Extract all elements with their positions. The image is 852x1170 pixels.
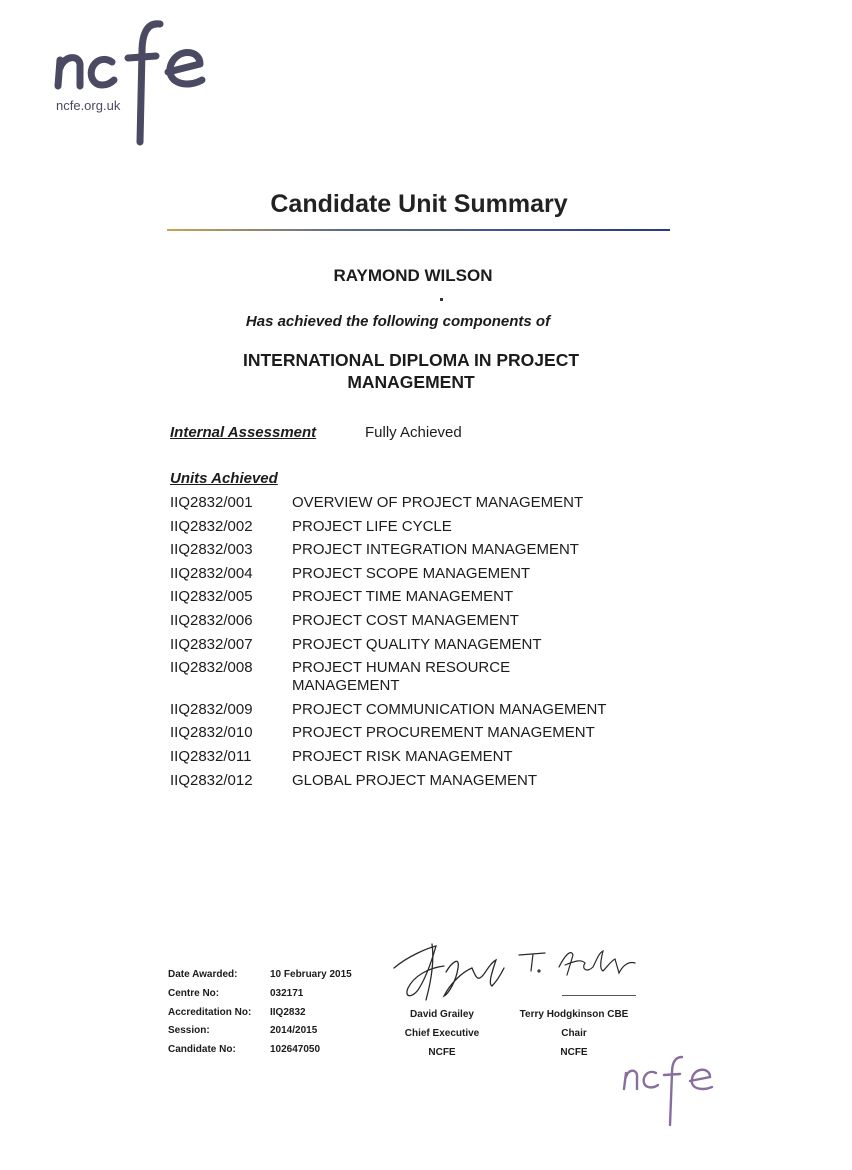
- unit-row: [170, 588, 670, 606]
- detail-row: [168, 988, 370, 1007]
- unit-row: [170, 659, 670, 695]
- internal-assessment-label: Internal Assessment: [170, 424, 317, 441]
- detail-label: Session:: [168, 1025, 210, 1037]
- detail-label: Date Awarded:: [168, 969, 238, 980]
- detail-value: 2014/2015: [270, 1025, 318, 1037]
- unit-row: [170, 565, 670, 583]
- unit-title: PROJECT QUALITY MANAGEMENT: [292, 635, 542, 653]
- signatory-name: Terry Hodgkinson CBE: [519, 1009, 629, 1020]
- signature-underline: [562, 995, 636, 996]
- detail-label: Candidate No:: [168, 1044, 236, 1056]
- unit-title: PROJECT TIME MANAGEMENT: [292, 588, 514, 606]
- ncfe-logo-mark: [50, 18, 220, 148]
- unit-code: IIQ2832/003: [170, 541, 253, 559]
- units-heading: Units Achieved: [170, 470, 278, 487]
- unit-code: IIQ2832/007: [170, 635, 253, 653]
- unit-title: PROJECT HUMAN RESOURCE MANAGEMENT: [292, 659, 511, 695]
- signatory-terry-hodgkinson: [510, 1006, 638, 1062]
- unit-title: PROJECT RISK MANAGEMENT: [292, 747, 513, 765]
- unit-row: [170, 541, 670, 559]
- unit-title: PROJECT COST MANAGEMENT: [292, 611, 519, 629]
- signatory-role: Chief Executive: [404, 1027, 480, 1039]
- unit-title: PROJECT LIFE CYCLE: [292, 517, 452, 535]
- signatory-org: NCFE: [560, 1046, 588, 1058]
- achieved-statement: Has achieved the following components of: [245, 313, 551, 330]
- unit-row: [170, 494, 670, 512]
- unit-code: IIQ2832/005: [170, 588, 253, 606]
- unit-row: [170, 724, 670, 742]
- unit-code: IIQ2832/011: [170, 747, 252, 765]
- detail-row: [168, 969, 370, 988]
- signatory-david-grailey: [392, 1006, 492, 1062]
- logo-url: ncfe.org.uk: [56, 98, 121, 113]
- decorative-dot: [440, 298, 443, 301]
- signatory-role: Chair: [561, 1027, 587, 1039]
- signature-david-grailey: [388, 938, 508, 1004]
- detail-label: Centre No:: [168, 987, 220, 999]
- qualification-title: INTERNATIONAL DIPLOMA IN PROJECT MANAGEMENT: [242, 350, 580, 392]
- signature-terry-hodgkinson: [515, 945, 640, 987]
- unit-code: IIQ2832/001: [170, 494, 253, 511]
- unit-code: IIQ2832/008: [170, 659, 253, 677]
- detail-value: 10 February 2015: [270, 969, 352, 980]
- detail-row: [168, 1007, 370, 1026]
- unit-code: IIQ2832/009: [170, 700, 253, 718]
- ncfe-stamp: [618, 1055, 718, 1130]
- document-title: Candidate Unit Summary: [270, 190, 568, 218]
- unit-title: OVERVIEW OF PROJECT MANAGEMENT: [292, 494, 584, 511]
- unit-row: [170, 636, 670, 654]
- unit-code: IIQ2832/002: [170, 517, 253, 535]
- unit-title: PROJECT INTEGRATION MANAGEMENT: [292, 541, 579, 559]
- unit-code: IIQ2832/004: [170, 564, 253, 582]
- unit-row: [170, 772, 670, 790]
- unit-row: [170, 748, 670, 766]
- unit-row: [170, 518, 670, 536]
- signatory-name: David Grailey: [410, 1009, 474, 1020]
- unit-row: [170, 701, 670, 719]
- unit-title: PROJECT PROCUREMENT MANAGEMENT: [292, 724, 595, 742]
- detail-value: 032171: [270, 987, 304, 999]
- candidate-name: RAYMOND WILSON: [333, 266, 493, 285]
- unit-row: [170, 612, 670, 630]
- detail-value: IIQ2832: [270, 1006, 306, 1018]
- internal-assessment-value: Fully Achieved: [365, 424, 462, 441]
- unit-title: PROJECT SCOPE MANAGEMENT: [292, 564, 531, 582]
- units-list: [170, 494, 670, 795]
- title-divider: [167, 229, 670, 231]
- detail-label: Accreditation No:: [168, 1006, 252, 1018]
- unit-title: GLOBAL PROJECT MANAGEMENT: [292, 771, 538, 789]
- award-details: [168, 969, 370, 1063]
- detail-value: 102647050: [270, 1044, 321, 1056]
- detail-row: [168, 1044, 370, 1063]
- signatory-org: NCFE: [428, 1046, 456, 1058]
- unit-code: IIQ2832/006: [170, 611, 253, 629]
- ncfe-logo: [50, 18, 220, 148]
- detail-row: [168, 1025, 370, 1044]
- unit-title: PROJECT COMMUNICATION MANAGEMENT: [292, 700, 607, 718]
- unit-code: IIQ2832/010: [170, 724, 253, 742]
- unit-code: IIQ2832/012: [170, 771, 253, 789]
